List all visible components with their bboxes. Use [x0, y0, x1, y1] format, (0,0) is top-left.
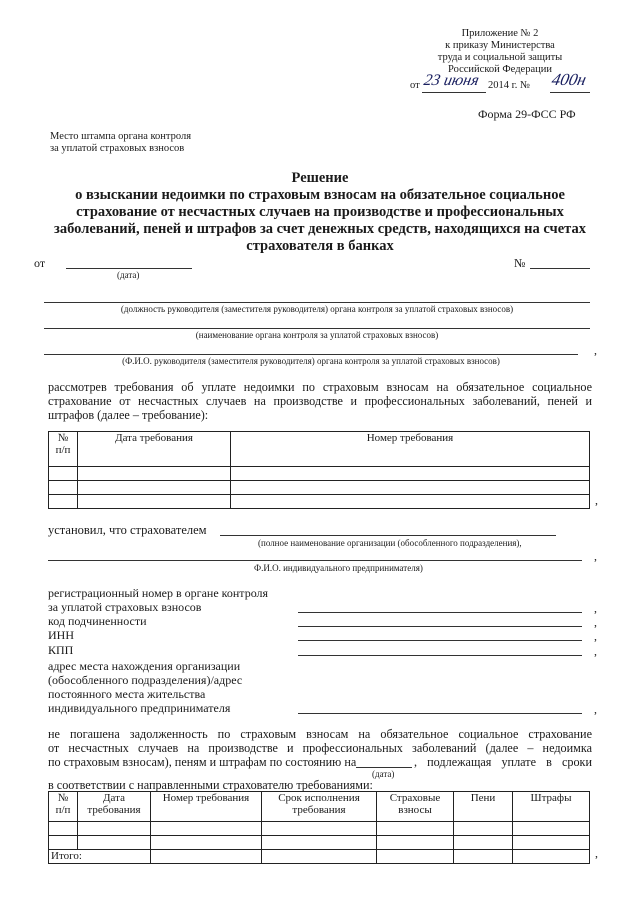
kpp-comma: ,	[594, 644, 597, 658]
table-row	[49, 495, 590, 509]
org-name-caption: (полное наименование организации (обособленного подразделения),	[258, 538, 522, 548]
kpp-field[interactable]	[298, 655, 582, 656]
addr-line-3: постоянного места жительства	[48, 687, 206, 701]
table-cell[interactable]	[78, 467, 231, 481]
paragraph-1-line-1: рассмотрев требования об уплате недоимки по страховым взносам на обязательное социальное	[48, 380, 592, 394]
table-cell[interactable]	[262, 836, 377, 850]
table-cell[interactable]	[151, 850, 262, 864]
state-date-caption: (дата)	[372, 769, 395, 779]
paragraph-1-line-3: штрафов (далее – требование):	[48, 408, 209, 422]
paragraph-1-line-2: страхование от несчастных случаев на производстве и профессиональных заболеваний, пеней и	[48, 394, 592, 408]
table-cell[interactable]	[49, 481, 78, 495]
requirements-table	[48, 431, 590, 509]
table-cell[interactable]	[513, 850, 590, 864]
table-cell[interactable]	[49, 822, 78, 836]
table2-header-fines: Штрафы	[513, 792, 590, 822]
table2-header-date-2: требования	[87, 804, 141, 816]
title-line-4: страхователя в банках	[246, 238, 394, 254]
title-line-1: о взыскании недоимки по страховым взносам на обязательное социальное	[75, 187, 565, 203]
paragraph-2-line-3b: , подлежащая уплате в сроки	[414, 755, 592, 769]
total-row	[49, 850, 590, 864]
table-cell[interactable]	[377, 822, 454, 836]
stamp-place	[50, 131, 191, 155]
table-row	[49, 822, 590, 836]
addr-comma: ,	[594, 702, 597, 716]
table-cell[interactable]	[513, 836, 590, 850]
table1-header-date: Дата требования	[78, 432, 231, 467]
paragraph-2-line-4: в соответствии с направленными страхователю требованиями:	[48, 778, 373, 792]
table2-header-contrib	[377, 792, 454, 822]
table-cell[interactable]	[262, 822, 377, 836]
table-cell[interactable]	[151, 822, 262, 836]
appendix-line-4: Российской Федерации	[448, 64, 552, 75]
table2-header-term-2: требования	[292, 804, 346, 816]
date-caption: (дата)	[117, 270, 140, 280]
number-field[interactable]	[530, 268, 590, 269]
table2-header-term-1: Срок исполнения	[278, 792, 360, 804]
paragraph-2	[48, 727, 592, 755]
table2-comma: ,	[595, 846, 598, 860]
org-field[interactable]	[44, 328, 590, 329]
table2-header-num-2: п/п	[55, 804, 71, 816]
appendix-block	[420, 28, 580, 76]
table-row	[49, 467, 590, 481]
inn-label: ИНН	[48, 628, 74, 642]
table-cell[interactable]	[151, 836, 262, 850]
table-cell[interactable]	[231, 495, 590, 509]
table-cell[interactable]	[231, 481, 590, 495]
stamp-line-2: за уплатой страховых взносов	[50, 143, 185, 154]
org-name-field[interactable]	[220, 535, 556, 536]
table-cell[interactable]	[513, 822, 590, 836]
ip-name-caption: Ф.И.О. индивидуального предпринимателя)	[254, 563, 423, 573]
table-cell[interactable]	[454, 850, 513, 864]
table1-comma: ,	[595, 493, 598, 507]
fio-caption: (Ф.И.О. руководителя (заместителя руководителя) органа контроля за уплатой страховых взносов)	[122, 356, 500, 366]
table1-header-number: Номер требования	[231, 432, 590, 467]
form-code: Форма 29-ФСС РФ	[478, 107, 576, 121]
table-cell[interactable]	[78, 836, 151, 850]
state-date-field[interactable]	[356, 767, 412, 768]
debts-table	[48, 791, 590, 864]
table-row	[49, 481, 590, 495]
table-cell[interactable]	[377, 836, 454, 850]
table-cell[interactable]	[231, 467, 590, 481]
table2-header-contrib-2: взносы	[398, 804, 432, 816]
table1-header-num	[49, 432, 78, 467]
table2-header-penalty: Пени	[454, 792, 513, 822]
address-field[interactable]	[298, 713, 582, 714]
paragraph-2-line-1: не погашена задолженность по страховым взносам на обязательное социальное страхование	[48, 727, 592, 741]
table-cell[interactable]	[78, 495, 231, 509]
position-caption: (должность руководителя (заместителя руководителя) органа контроля за уплатой страховых взносов)	[120, 304, 514, 314]
addr-line-4: индивидуального предпринимателя	[48, 701, 231, 715]
table2-header-date-1: Дата	[103, 792, 125, 804]
table-cell[interactable]	[49, 467, 78, 481]
org-caption: (наименование органа контроля за уплатой страховых взносов)	[195, 330, 439, 340]
paragraph-2-line-2: от несчастных случаев на производстве и профессиональных заболеваний (далее – недоимка	[48, 741, 592, 755]
table1-header-num-1: №	[57, 432, 69, 444]
title-line-3: заболеваний, пеней и штрафов за счет денежных средств, находящихся на счетах	[54, 221, 586, 237]
code-field[interactable]	[298, 626, 582, 627]
table2-header-date	[78, 792, 151, 822]
reg-comma: ,	[594, 601, 597, 615]
table-cell[interactable]	[454, 822, 513, 836]
table2-header-number: Номер требования	[151, 792, 262, 822]
table1-header-num-2: п/п	[55, 444, 71, 456]
appendix-line-1: Приложение № 2	[461, 28, 539, 39]
table2-header-num	[49, 792, 78, 822]
code-comma: ,	[594, 615, 597, 629]
code-label: код подчиненности	[48, 614, 147, 628]
title-line-2: страхование от несчастных случаев на производстве и профессиональных	[76, 204, 564, 220]
table2-header-num-1: №	[57, 792, 69, 804]
appendix-date-line	[422, 92, 486, 93]
appendix-date-prefix: от	[410, 80, 420, 91]
number-label: №	[514, 256, 526, 270]
table2-header-contrib-1: Страховые	[389, 792, 441, 804]
fio-comma: ,	[594, 343, 597, 357]
position-field[interactable]	[44, 302, 590, 303]
table-cell[interactable]	[78, 822, 151, 836]
paragraph-2-line-3a: по страховым взносам), пеням и штрафам по состоянию на	[48, 755, 357, 769]
appendix-line-3: труда и социальной защиты	[437, 52, 563, 63]
table-cell[interactable]	[377, 850, 454, 864]
appendix-line-2: к приказу Министерства	[445, 40, 555, 51]
fio-field[interactable]	[44, 354, 578, 355]
ip-comma: ,	[594, 549, 597, 563]
stamp-line-1: Место штампа органа контроля	[50, 131, 192, 142]
appendix-number-line	[550, 92, 590, 93]
reg-number-field[interactable]	[298, 612, 582, 613]
inn-comma: ,	[594, 629, 597, 643]
appendix-date-handwritten: 23 июня	[422, 72, 481, 89]
addr-line-2: (обособленного подразделения)/адрес	[48, 673, 243, 687]
established-label: установил, что страхователем	[48, 523, 207, 537]
appendix-year: 2014 г. №	[488, 80, 531, 91]
document-title	[40, 170, 600, 255]
addr-line-1: адрес места нахождения организации	[48, 659, 241, 673]
reg-line-1: регистрационный номер в органе контроля	[48, 586, 269, 600]
table-cell[interactable]	[49, 495, 78, 509]
appendix-number-handwritten: 400н	[550, 70, 589, 89]
date-field[interactable]	[66, 268, 192, 269]
table-cell[interactable]	[454, 836, 513, 850]
kpp-label: КПП	[48, 643, 74, 657]
reg-line-2: за уплатой страховых взносов	[48, 600, 202, 614]
table-cell[interactable]	[262, 850, 377, 864]
title-heading: Решение	[291, 170, 349, 186]
inn-field[interactable]	[298, 640, 582, 641]
from-label: от	[34, 256, 46, 270]
total-label: Итого:	[49, 850, 151, 864]
paragraph-1	[48, 380, 592, 422]
table-row	[49, 836, 590, 850]
ip-name-field[interactable]	[48, 560, 582, 561]
table2-header-term	[262, 792, 377, 822]
table-cell[interactable]	[78, 481, 231, 495]
table-cell[interactable]	[49, 836, 78, 850]
